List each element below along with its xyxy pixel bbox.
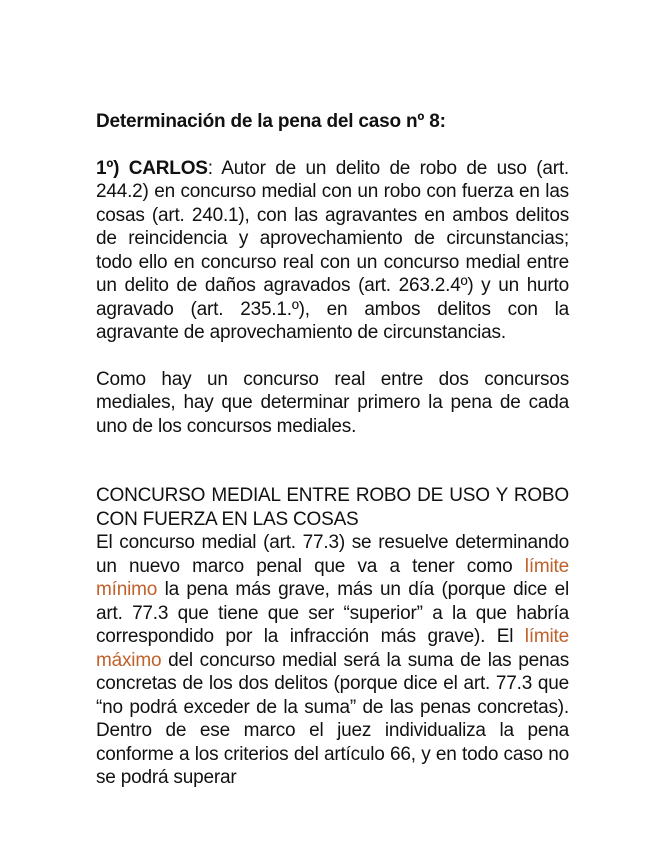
spacer [96,134,569,157]
carlos-paragraph [96,157,569,345]
section-paragraph [96,531,569,790]
intro-paragraph: Como hay un concurso real entre dos concursos mediales, hay que determinar primero la pena de cada uno de los concursos mediales. [96,368,569,437]
limite-maximo-link[interactable]: límite máximo [96,626,569,671]
section-text-3: del concurso medial será la suma de las penas concretas de los dos delitos (porque dice el art. 77.3 que “no podrá exceder de la suma” de las penas concretas). Dentro de ese marco el juez individualiza la pena conforme a los criterios del artículo 66, y en todo caso no se podrá superar [96,649,569,788]
section-text-2: la pena más grave, más un día (porque dice el art. 77.3 que tiene que ser “superior” a la que habría correspondido por la infracción más grave). El [96,579,569,647]
document-page [96,110,569,790]
spacer [96,345,569,368]
carlos-label: 1º) CARLOS [96,157,208,179]
section-heading: CONCURSO MEDIAL ENTRE ROBO DE USO Y ROBO CON FUERZA EN LAS COSAS [96,485,569,530]
spacer [96,438,569,484]
limite-minimo-link[interactable]: límite mínimo [96,555,569,600]
carlos-text: : Autor de un delito de robo de uso (art. 244.2) en concurso medial con un robo con fuerza en las cosas (art. 240.1), con las agravantes en ambos delitos de reincidencia y aprovechamiento de circunstancias; todo ello en concurso real con un concurso medial entre un delito de daños agravados (art. 263.2.4º) y un hurto agravado (art. 235.1.º), en ambos delitos con la agravante de aprovechamiento de circunstancias. [96,157,569,343]
section-text-1: El concurso medial (art. 77.3) se resuelve determinando un nuevo marco penal que va a tener como [96,532,569,577]
document-title: Determinación de la pena del caso nº 8: [96,111,446,132]
